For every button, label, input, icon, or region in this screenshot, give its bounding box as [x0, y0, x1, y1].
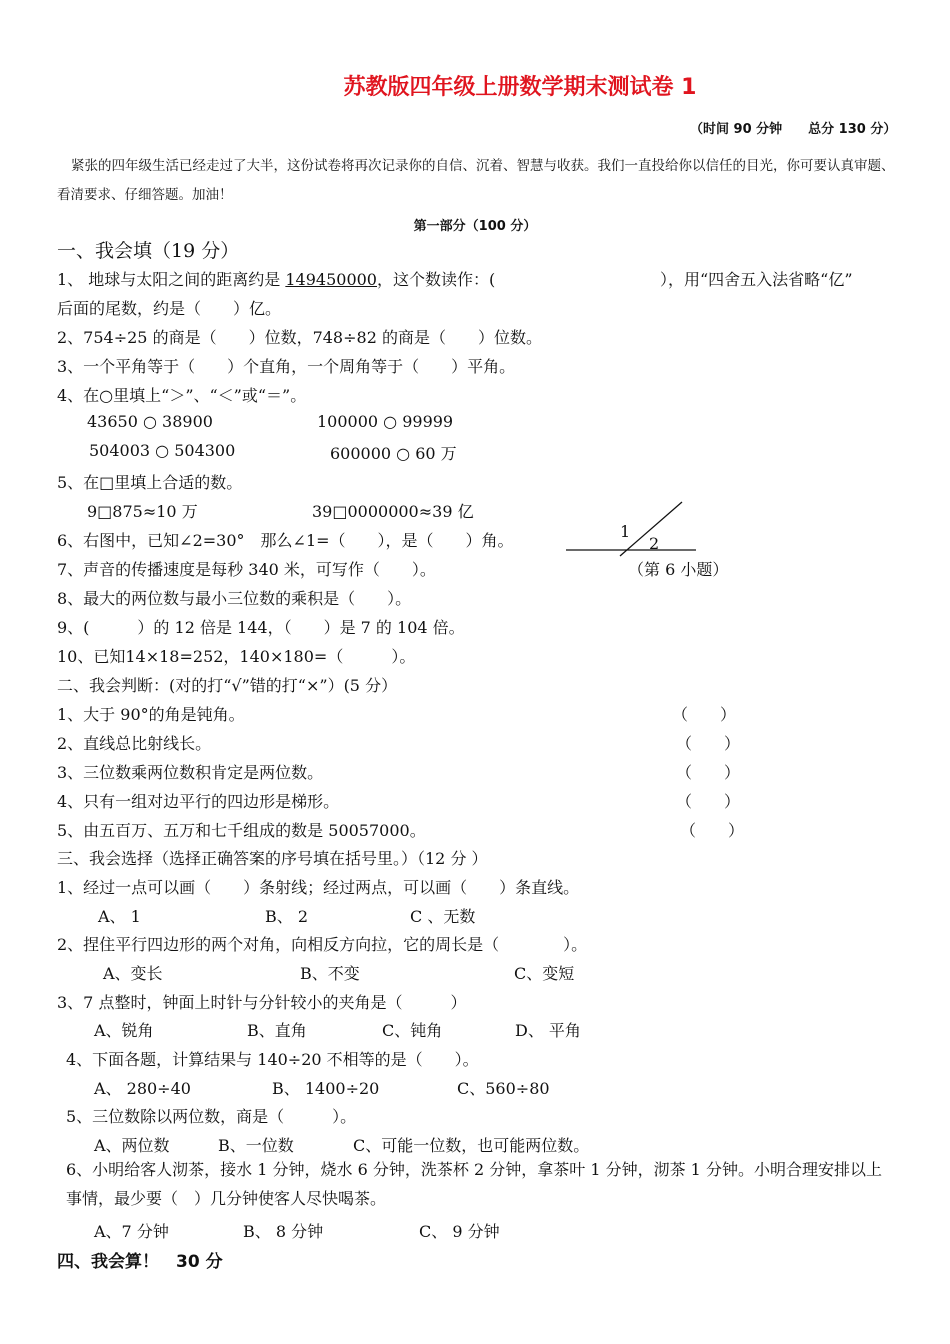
choice-option: B、 8 分钟: [243, 1222, 324, 1241]
time-info: （时间 90 分钟 总分 130 分）: [690, 122, 897, 137]
intro-text: 紧张的四年级生活已经走过了大半，这份试卷将再次记录你的自信、沉着、智慧与收获。我们一直投给你以信任的目光，你可要认真审题、看清要求、仔细答题。加油！: [57, 158, 895, 203]
question-1-8: 8、最大的两位数与最小三位数的乘积是（ ）。: [57, 589, 412, 608]
question-1-3: 3、一个平角等于（ ）个直角，一个周角等于（ ）平角。: [57, 357, 516, 376]
compare-item: 600000 ○ 60 万: [330, 444, 457, 463]
angle-figure: [560, 498, 710, 558]
compare-item: 504003 ○ 504300: [89, 441, 236, 460]
choice-option: C、560÷80: [457, 1079, 550, 1098]
figure-caption: （第 6 小题）: [628, 560, 729, 579]
section1-heading: 一、我会填（19 分）: [57, 240, 240, 262]
section4-heading: 四、我会算！ 30 分: [57, 1252, 223, 1272]
angle-label-2: 2: [649, 534, 660, 553]
choice-option: A、变长: [103, 964, 163, 983]
question-1-2: 2、754÷25 的商是（ ）位数，748÷82 的商是（ ）位数。: [57, 328, 542, 347]
choice-option: D、 平角: [515, 1021, 581, 1040]
choice-option: B、 2: [265, 907, 309, 926]
q1-prefix: 1、 地球与太阳之间的距离约是: [57, 270, 286, 289]
answer-paren: （ ）: [672, 705, 737, 724]
question-1-9: 9、( ）的 12 倍是 144，（ ）是 7 的 104 倍。: [57, 618, 465, 637]
choice-option: A、 280÷40: [94, 1079, 191, 1098]
q1-number: 149450000: [285, 270, 377, 289]
question-1-7: 7、声音的传播速度是每秒 340 米，可写作（ ）。: [57, 560, 436, 579]
answer-paren: （ ）: [676, 792, 741, 811]
choice-option: B、 1400÷20: [272, 1079, 380, 1098]
choice-question-6: 6、小明给客人沏茶，接水 1 分钟，烧水 6 分钟，洗茶杯 2 分钟，拿茶叶 1 分钟，沏茶 1 分钟。小明合理安排以上事情，最少要（ ）几分钟使客人尽快喝茶。: [66, 1160, 882, 1208]
choice-question-3: 3、7 点整时，钟面上时针与分针较小的夹角是（ ）: [57, 993, 467, 1012]
choice-question-1: 1、经过一点可以画（ ）条射线；经过两点，可以画（ ）条直线。: [57, 878, 580, 897]
page-title: 苏教版四年级上册数学期末测试卷 1: [343, 75, 697, 100]
compare-item: 43650 ○ 38900: [87, 412, 213, 431]
choice-option: B、一位数: [218, 1136, 294, 1155]
choice-question-2: 2、捏住平行四边形的两个对角，向相反方向拉，它的周长是（ ）。: [57, 935, 588, 954]
answer-paren: （ ）: [676, 763, 741, 782]
choice-option: A、7 分钟: [94, 1222, 169, 1241]
choice-option: C 、无数: [410, 907, 476, 926]
section2-heading: 二、我会判断：(对的打“√”错的打“×”）(5 分）: [57, 676, 398, 695]
choice-option: A、锐角: [94, 1021, 154, 1040]
part-heading: 第一部分（100 分）: [413, 219, 537, 234]
question-1-1: [57, 267, 495, 290]
answer-paren: （ ）: [680, 821, 745, 840]
answer-paren: （ ）: [676, 734, 741, 753]
judge-item: 1、大于 90°的角是钝角。: [57, 705, 245, 724]
choice-option: B、不变: [300, 964, 360, 983]
choice-option: A、两位数: [94, 1136, 170, 1155]
angle-label-1: 1: [620, 522, 631, 541]
choice-option: C、 9 分钟: [419, 1222, 500, 1241]
judge-item: 3、三位数乘两位数积肯定是两位数。: [57, 763, 324, 782]
compare-item: 100000 ○ 99999: [317, 412, 454, 431]
question-1-10: 10、已知14×18=252，140×180=（ ）。: [57, 647, 416, 666]
choice-option: A、 1: [98, 907, 141, 926]
q1-line2: 后面的尾数，约是（ ）亿。: [57, 299, 282, 318]
choice-option: C、钝角: [382, 1021, 443, 1040]
q1-middle: ，这个数读作：(: [376, 270, 496, 289]
choice-question-5: 5、三位数除以两位数，商是（ ）。: [66, 1107, 357, 1126]
judge-item: 4、只有一组对边平行的四边形是梯形。: [57, 792, 340, 811]
judge-item: 2、直线总比射线长。: [57, 734, 212, 753]
question-1-6: 6、右图中，已知∠2=30° 那么∠1=（ ），是（ ）角。: [57, 531, 514, 550]
choice-question-4: 4、下面各题，计算结果与 140÷20 不相等的是（ ）。: [66, 1050, 479, 1069]
section3-heading: 三、我会选择（选择正确答案的序号填在括号里。）（12 分 ）: [57, 849, 488, 868]
choice-option: C、可能一位数，也可能两位数。: [353, 1136, 590, 1155]
fill-item: 9□875≈10 万: [87, 502, 198, 521]
fill-item: 39□0000000≈39 亿: [312, 502, 474, 521]
choice-option: B、直角: [247, 1021, 307, 1040]
choice-option: C、变短: [514, 964, 575, 983]
question-1-5: 5、在□里填上合适的数。: [57, 473, 243, 492]
q1-end: ），用“四舍五入法省略“亿”: [660, 270, 853, 289]
question-1-4: 4、在○里填上“＞”、“＜”或“＝”。: [57, 386, 307, 405]
judge-item: 5、由五百万、五万和七千组成的数是 50057000。: [57, 821, 426, 840]
